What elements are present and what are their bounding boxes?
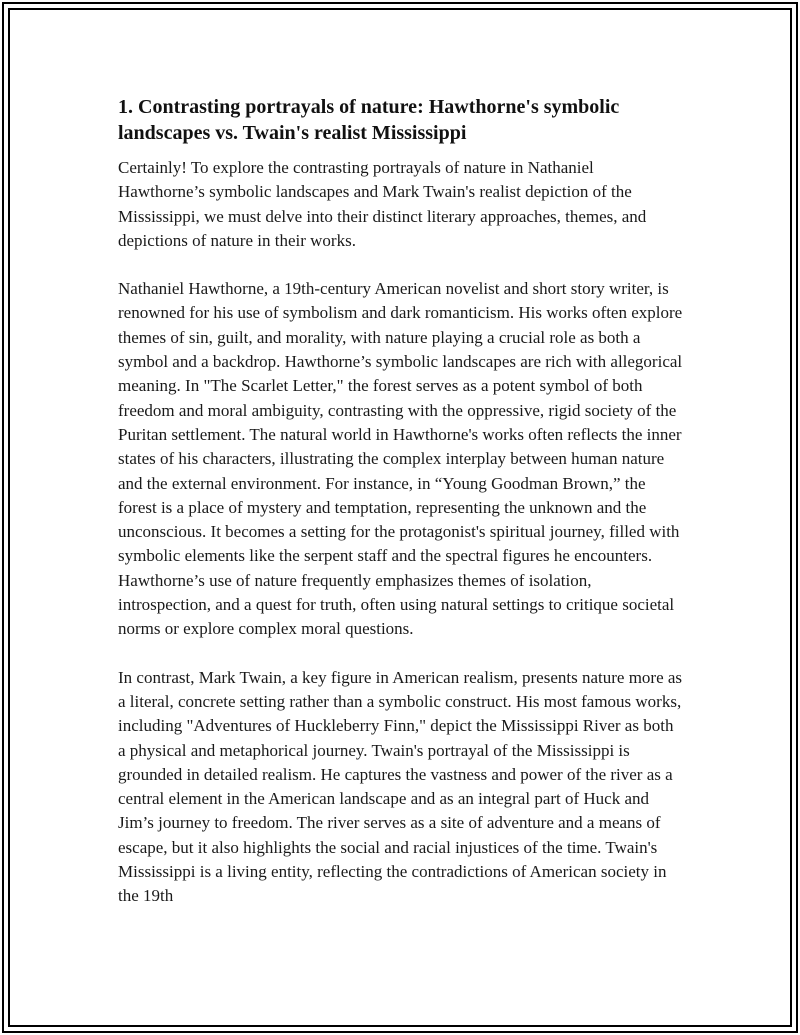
intro-paragraph: Certainly! To explore the contrasting portrayals of nature in Nathaniel Hawthorne’s symbolic landscapes and Mark Twain's realist depiction of the Mississippi, we must delve into their distinct literary approaches, themes, and depictions of nature in their works. <box>118 158 647 250</box>
twain-paragraph: In contrast, Mark Twain, a key figure in American realism, presents nature more as a literal, concrete setting rather than a symbolic construct. His most famous works, including "Adventures of Huckleberry Finn," depict the Mississippi River as both a physical and metaphorical journey. Twain's portrayal of the Mississippi is grounded in detailed realism. He captures the vastness and power of the river as a central element in the American landscape and as an integral part of Huck and Jim’s journey to freedom. The river serves as a site of adventure and a means of escape, but it also highlights the social and racial injustices of the time. Twain's Mississippi is a living entity, reflecting the contradictions of American society in the 19th <box>118 667 683 906</box>
hawthorne-paragraph: Nathaniel Hawthorne, a 19th-century American novelist and short story writer, is renowned for his use of symbolism and dark romanticism. His works often explore themes of sin, guilt, and morality, with nature playing a crucial role as both a symbol and a backdrop. Hawthorne’s symbolic landscapes are rich with allegorical meaning. In "The Scarlet Letter," the forest serves as a potent symbol of both freedom and moral ambiguity, contrasting with the oppressive, rigid society of the Puritan settlement. The natural world in Hawthorne's works often reflects the inner states of his characters, illustrating the complex interplay between human nature and the external environment. For instance, in “Young Goodman Brown,” the forest is a place of mystery and temptation, representing the unknown and the unconscious. It becomes a setting for the protagonist's spiritual journey, filled with symbolic elements like the serpent staff and the spectral figures he encounters. Hawthorne’s use of nature frequently emphasizes themes of isolation, introspection, and a quest for truth, often using natural settings to critique societal norms or explore complex moral questions. <box>118 279 683 639</box>
document-page <box>118 94 684 933</box>
section-heading: 1. Contrasting portrayals of nature: Hawthorne's symbolic landscapes vs. Twain's realist Mississippi <box>118 96 620 144</box>
